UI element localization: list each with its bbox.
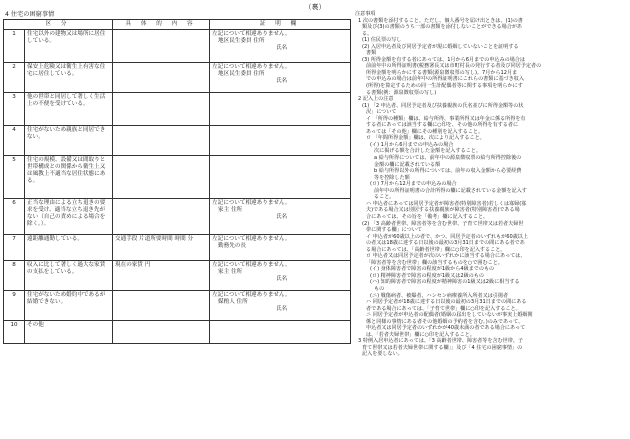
certification-line: 氏名 [276, 78, 288, 84]
certification-line: 媒酌人 住所 [218, 299, 248, 305]
certification-line: 左記について相違ありません。 [212, 292, 291, 298]
table-row [4, 93, 351, 126]
note-line: 金額の欄に記載されている額 [374, 161, 441, 168]
header-certification: 証 明 欄 [210, 20, 351, 30]
note-line: る。 [362, 30, 373, 37]
row-certification[interactable] [210, 235, 351, 261]
row-number: 1 [4, 30, 25, 63]
row-content[interactable] [113, 126, 210, 156]
note-line: 育て世帯又は若者夫婦世帯に関する欄」」及び「4 住宅の困窮事情」の [362, 344, 523, 351]
certification-line: 氏名 [276, 214, 288, 220]
note-line: 書類 [366, 50, 377, 57]
note-line: 注意事項 [355, 11, 376, 17]
note-line: 況」について [366, 109, 397, 116]
note-line: ロ 申込者又は同居予定者が次のいずれかに該当する場合にあっては、 [366, 253, 526, 260]
row-category: 住宅がないため婚約中であるが結婚できない。 [25, 291, 113, 321]
note-line: イ 「所得の種類」欄は、給与所得、事業所得又は年金に係る所得を有 [366, 115, 526, 122]
row-number: 8 [4, 261, 25, 291]
header-content: 具 体 的 内 容 [113, 20, 210, 30]
note-line: 帯に関する欄」について [366, 227, 422, 234]
table-row [4, 156, 351, 199]
notes-section [355, 11, 627, 358]
note-line: (ロ) 7月から12月までの申込みの場合 [370, 181, 457, 188]
table-row [4, 235, 351, 261]
note-line: ること。 [374, 194, 395, 201]
table-row [4, 321, 351, 344]
row-content[interactable]: 現在の家賃 円 [113, 261, 210, 291]
row-content[interactable] [113, 291, 210, 321]
note-line: 記入を要しない。 [362, 351, 403, 358]
note-line: (2) 「3 高齢者世帯、障害者等を含む世帯、子育て世帯又は若者夫婦世 [362, 220, 524, 227]
row-content[interactable] [113, 63, 210, 93]
certification-line: 家主 住所 [218, 207, 243, 213]
row-number: 2 [4, 63, 25, 93]
note-line: (1) 住民票の写し [362, 37, 402, 44]
certification-line: 氏名 [276, 306, 288, 312]
certification-line: 氏名 [276, 45, 288, 51]
note-line: 合にあっては、その旨を「備考」欄に記入すること。 [366, 213, 489, 220]
note-line: もの [374, 285, 385, 292]
note-line: ニ 同居予定者が申込者の配偶者(婚姻の届出をしていないが事実上婚姻関 [366, 312, 533, 319]
certification-line: 左記について相違ありません。 [212, 64, 291, 70]
row-number: 10 [4, 321, 25, 344]
note-line: る書類(例：源泉徴収票の写し) [366, 89, 437, 96]
table-row [4, 291, 351, 321]
table-row [4, 30, 351, 63]
note-line: する者にあっては該当する欄に○印を、その他の所得を有する者に [366, 122, 519, 129]
note-line: 申込者又は同居予定者のいずれかが40歳未満の者である場合にあって [366, 325, 526, 332]
row-number: 9 [4, 291, 25, 321]
note-line: 次に掲げる額を合計した金額を記入すること。 [374, 148, 481, 155]
note-line: での申込みの場合は前年中の所得証明書にこれらの書類に基づき収入 [366, 76, 524, 83]
row-category: 遠距離通勤している。 [25, 235, 113, 261]
note-line: 係と同様の事情にある者その他婚姻の予約者を含む。)のみであって、 [366, 318, 524, 325]
note-line: (所得)を算定するための同一生計配偶者等に関する事項を明らかにす [366, 83, 523, 90]
row-category: 正当な理由による立ち退きの要求を受け、適当な立ち退き先がない（自己の責めによる場合を除く。）。 [25, 199, 113, 235]
note-line: 「障害者等を含む世帯」欄の該当するものを○で囲むこと。 [366, 259, 503, 266]
certification-line: 勤務先の長 [218, 243, 246, 249]
row-certification[interactable] [210, 291, 351, 321]
note-line: (3) 所得金額を有する者にあっては、1月から6月までの申込みの場合は [362, 56, 525, 63]
back-side-label: （裏） [304, 3, 326, 11]
row-certification[interactable] [210, 261, 351, 291]
certification-line: 左記について相違ありません。 [212, 236, 291, 242]
note-line: (1) 「2 申込者、同居予定者及び扶養親族の氏名並びに所得金額等の状 [362, 102, 524, 109]
certification-line: 氏名 [276, 276, 288, 282]
row-certification[interactable] [210, 93, 351, 126]
note-line: 前前年中の所得証明書(税務署長又は市町村長の発行する者及び同居予定者の [366, 63, 542, 70]
row-category: 住宅以外の建物又は場所に居住している。 [25, 30, 113, 63]
note-line: 所得金額を明らかにする書類(源泉徴収票の写し)。7月から12月ま [366, 69, 518, 76]
row-certification[interactable] [210, 63, 351, 93]
certification-line: 左記について相違ありません。 [212, 31, 291, 37]
row-number: 6 [4, 199, 25, 235]
table-row [4, 261, 351, 291]
row-category: 収入に比して著しく過大な家賃の支払をしている。 [25, 261, 113, 291]
note-line: ロ 「年間所得金額」欄は、次により記入すること。 [366, 135, 485, 142]
note-line: ハ 申込者にあっては同居予定者が障害者(特別障害者)若しくは寡婦(寡 [366, 200, 527, 207]
row-category: 住宅がないため親族と同居できない。 [25, 126, 113, 156]
note-line: の者又は18歳に達する日以後の最初の3月31日までの間にある者であ [366, 240, 525, 247]
note-line: は、「若者夫婦世帯」欄に○印を記入すること。 [366, 331, 475, 338]
row-certification[interactable] [210, 199, 351, 235]
certification-line: 左記について相違ありません。 [212, 262, 291, 268]
row-content[interactable] [113, 199, 210, 235]
note-line: 3 特例入居申込者にあっては、「3 高齢者世帯、障害者等を含む世帯、子 [358, 338, 524, 345]
note-line: 夫)である場合又は別居する扶養親族が障害者(特別障害者)である場 [366, 207, 520, 214]
row-content[interactable] [113, 30, 210, 63]
row-category: 保安上危険又は衛生上有害な住宅に居住している。 [25, 63, 113, 93]
note-line: (2) 入居申込者及び同居予定者が現に婚姻していないことを証明する [362, 43, 519, 50]
certification-line: 地区民生委員 住所 [218, 71, 265, 77]
note-line: 2 記入上の注意 [358, 96, 394, 103]
certification-line: 地区民生委員 住所 [218, 38, 265, 44]
note-line: (ニ) 戦傷病者、被爆者、ハンセン病療養所入所者又は引揚者 [370, 292, 509, 299]
row-content[interactable] [113, 156, 210, 199]
table-row [4, 126, 351, 156]
row-certification[interactable] [210, 126, 351, 156]
header-category: 区 分 [4, 20, 113, 30]
row-certification[interactable] [210, 30, 351, 63]
row-category: 住宅の規模、設備又は間取りと世帯構成との関係から衛生上又は風教上不適当な居住状態にある。 [25, 156, 113, 199]
row-content[interactable] [113, 321, 210, 344]
note-line: 前年中の所得証明書の合計所得の欄に記載されている金額を記入す [374, 187, 527, 194]
note-line: あっては「その他」欄にその種別を記入すること。 [366, 128, 484, 135]
note-line: 等を控除した額 [374, 174, 410, 181]
table-row [4, 199, 351, 235]
row-content[interactable]: 交通手段 片道所要時間 時間 分 [113, 235, 210, 261]
note-line: b 給与所得以外の所得については、前年の収入金額から必要経費 [374, 168, 522, 175]
note-line: 者である場合にあっては、「子育て世帯」欄に○印を記入すること。 [366, 305, 521, 312]
row-certification[interactable] [210, 156, 351, 199]
row-number: 4 [4, 126, 25, 156]
note-line: イ 申込者が60歳以上の者で、かつ、同居予定者のいずれもが60歳以上 [366, 233, 528, 240]
table-row [4, 63, 351, 93]
row-certification[interactable] [210, 321, 351, 344]
housing-hardship-section [3, 11, 350, 344]
certification-line: 家主 住所 [218, 269, 243, 275]
note-line: る場合にあっては、「高齢者世帯」欄に○印を記入すること。 [366, 246, 506, 253]
row-number: 5 [4, 156, 25, 199]
row-category: その他 [25, 321, 113, 344]
row-number: 7 [4, 235, 25, 261]
note-line: (ロ) 精神障害者で障害の程度が1級又は2級のもの [370, 272, 484, 279]
note-line: (イ) 身体障害者で障害の程度が1級から4級までのもの [370, 266, 495, 273]
note-line: ハ 同居予定者が18歳に達する日以後の最初の3月31日までの間にある [366, 299, 527, 306]
row-content[interactable] [113, 93, 210, 126]
note-line: (ハ) 知的障害者で障害の程度が精神障害の1級又は2級に相当する [370, 279, 520, 286]
note-line: (イ) 1月から6月までの申込みの場合 [370, 141, 454, 148]
note-line: a 給与所得については、前年中の源泉徴収票の給与所得控除後の [374, 155, 522, 162]
hardship-table [3, 19, 351, 344]
row-number: 3 [4, 93, 25, 126]
row-category: 他の世帯と同居して著しく生活上の不便を受けている。 [25, 93, 113, 126]
certification-line: 左記について相違ありません。 [212, 200, 291, 206]
note-line: 類及び(3)の書類のうち一部の書類を添付しないことができる場合があ [362, 24, 523, 31]
section-title: 4 住宅の困窮事情 [5, 11, 55, 18]
note-line: 1 次の書類を添付すること。ただし、個人番号を届け出ときは、(1)の書 [358, 17, 523, 24]
